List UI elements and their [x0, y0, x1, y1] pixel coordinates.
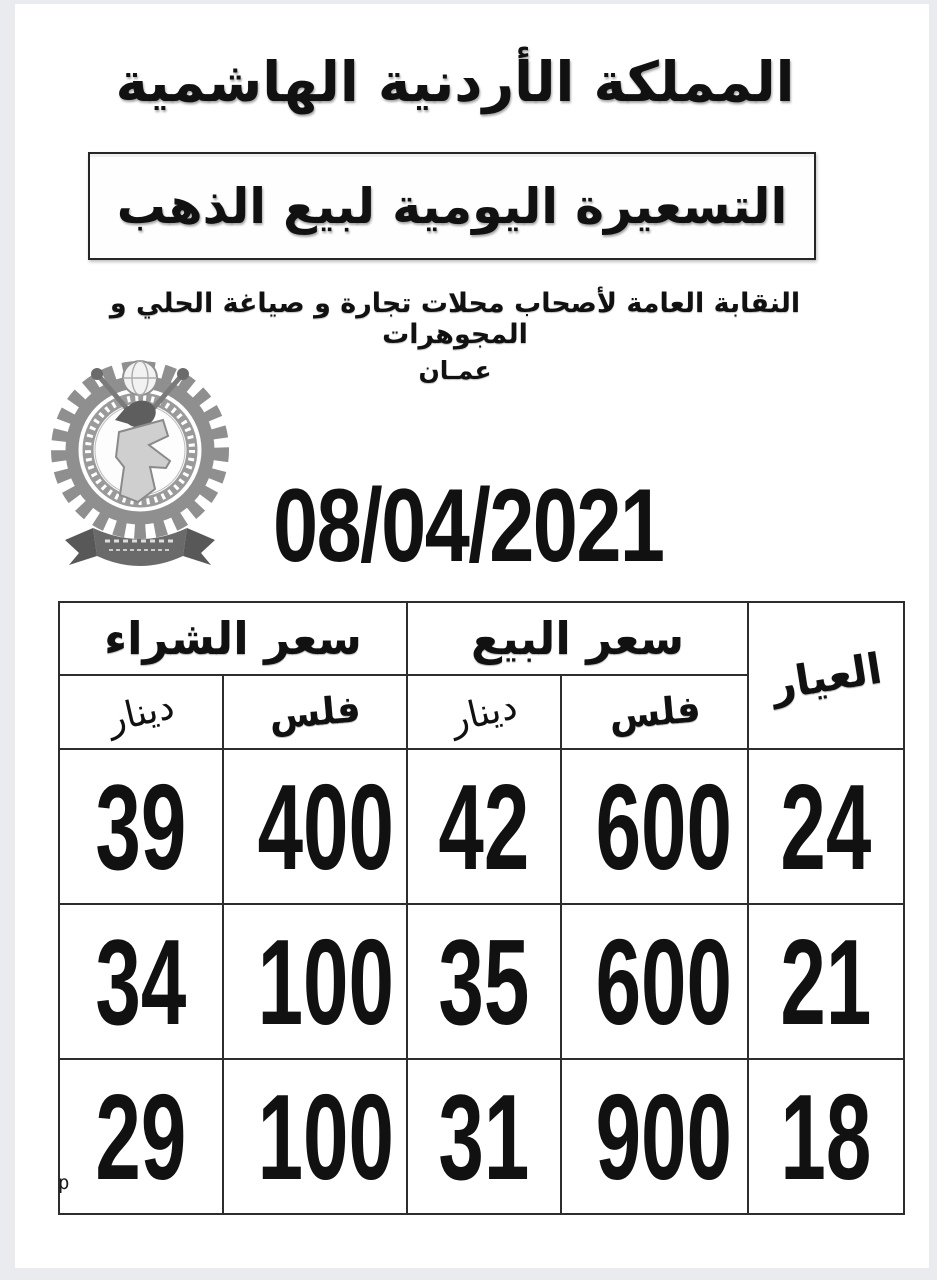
kingdom-title: المملكة الأردنية الهاشمية	[115, 50, 795, 114]
daily-price-title: التسعيرة اليومية لبيع الذهب	[116, 177, 788, 235]
buy-dinar-value: 34	[59, 904, 223, 1059]
buy-fils-value: 400	[223, 749, 407, 904]
sell-price-group-header: سعر البيع	[407, 602, 748, 675]
buy-fils-value: 100	[223, 1059, 407, 1214]
sell-dinar-header: دينار	[407, 675, 561, 749]
buy-dinar-header: دينار	[59, 675, 223, 749]
buy-fils-header: فلس	[223, 675, 407, 749]
sell-dinar-value: 35	[407, 904, 561, 1059]
daily-price-title-box	[88, 152, 816, 260]
table-group-header-row	[59, 602, 904, 675]
sell-fils-value: 600	[561, 904, 748, 1059]
sell-fils-value: 600	[561, 749, 748, 904]
karat-value: 24	[748, 749, 904, 904]
sell-dinar-value: 31	[407, 1059, 561, 1214]
corner-mark: p	[58, 1172, 70, 1194]
price-date: 08/04/2021	[273, 468, 664, 584]
table-row-21k	[59, 904, 904, 1059]
buy-price-group-header: سعر الشراء	[59, 602, 407, 675]
table-row-24k	[59, 749, 904, 904]
sell-dinar-value: 42	[407, 749, 561, 904]
syndicate-name: النقابة العامة لأصحاب محلات تجارة و صياغة الحلي و المجوهرات	[109, 288, 801, 350]
karat-column-header: العيار	[748, 602, 904, 749]
sell-fils-value: 900	[561, 1059, 748, 1214]
buy-fils-value: 100	[223, 904, 407, 1059]
karat-value: 21	[748, 904, 904, 1059]
buy-dinar-value: 29	[59, 1059, 223, 1214]
karat-value: 18	[748, 1059, 904, 1214]
gold-price-table	[58, 601, 905, 1215]
buy-dinar-value: 39	[59, 749, 223, 904]
city-label: عمـان	[418, 356, 492, 385]
table-row-18k	[59, 1059, 904, 1214]
sell-fils-header: فلس	[561, 675, 748, 749]
